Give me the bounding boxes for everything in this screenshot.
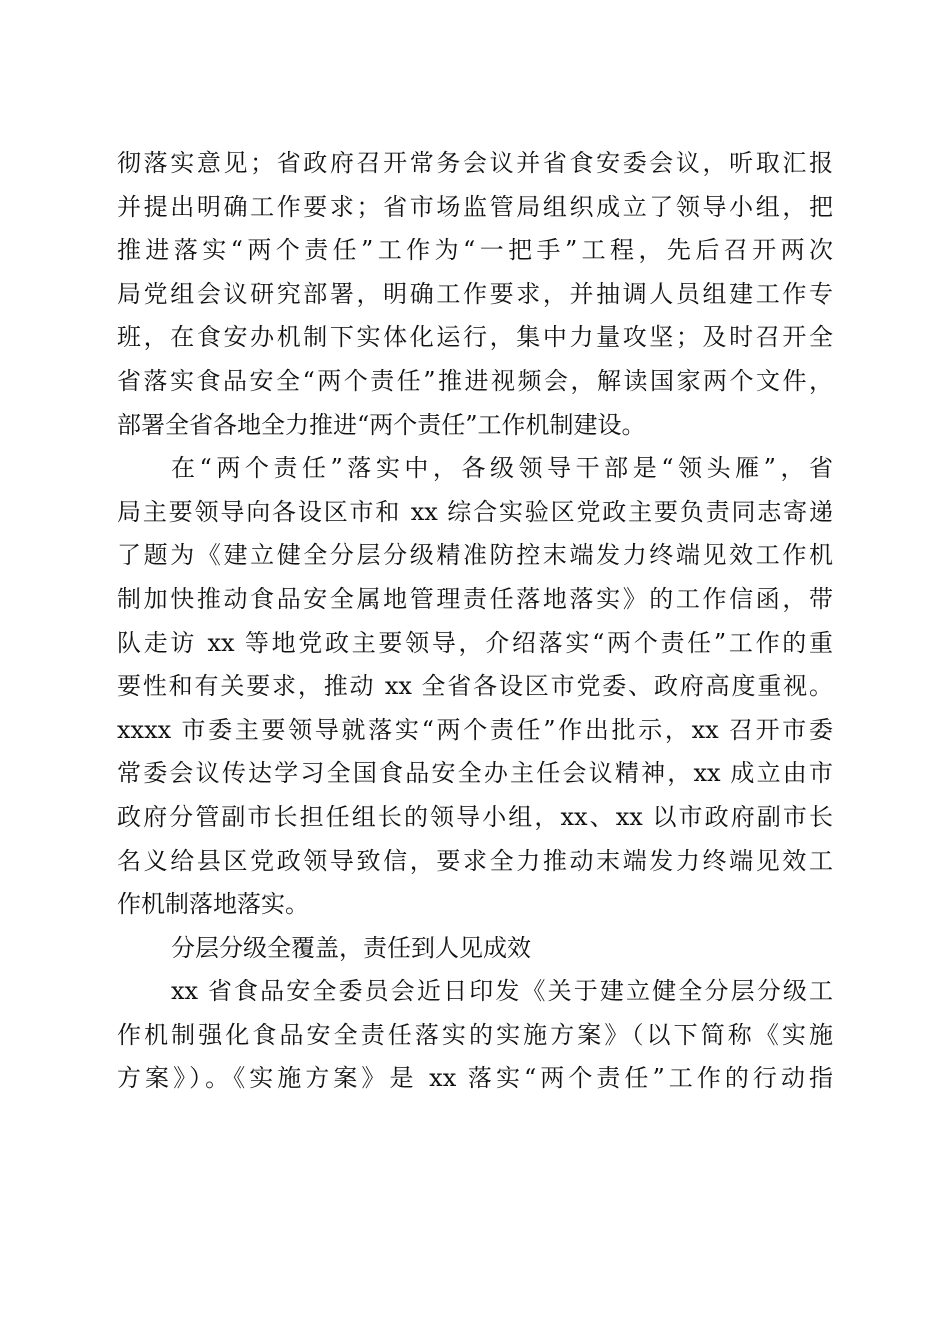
paragraph-start-line: xx 省食品安全委员会近日印发《关于建立健全分层分级工 [171, 977, 833, 1006]
body-line: 制加快推动食品安全属地管理责任落地落实》的工作信函，带 [117, 584, 833, 613]
body-line: 名义给县区党政领导致信，要求全力推动末端发力终端见效工 [117, 846, 833, 875]
paragraph-end-line: 部署全省各地全力推进“两个责任”工作机制建设。 [117, 410, 646, 439]
body-line: 了题为《建立健全分层分级精准防控末端发力终端见效工作机 [117, 541, 833, 570]
body-line: 政府分管副市长担任组长的领导小组，xx、xx 以市政府副市长 [117, 802, 833, 831]
body-line: 局党组会议研究部署，明确工作要求，并抽调人员组建工作专 [117, 279, 833, 308]
section-heading: 分层分级全覆盖，责任到人见成效 [171, 933, 531, 962]
body-line: 方案》）。《实施方案》是 xx 落实“两个责任”工作的行动指 [117, 1064, 833, 1093]
body-line: 作机制强化食品安全责任落实的实施方案》（以下简称《实施 [117, 1020, 833, 1049]
body-line: 班，在食安办机制下实体化运行，集中力量攻坚；及时召开全 [117, 323, 833, 352]
paragraph-end-line: 作机制落地落实。 [117, 890, 309, 919]
body-line: xxxx 市委主要领导就落实“两个责任”作出批示，xx 召开市委 [117, 715, 833, 744]
document-body [117, 142, 833, 1101]
body-line: 局主要领导向各设区市和 xx 综合实验区党政主要负责同志寄递 [117, 497, 833, 526]
body-line: 并提出明确工作要求；省市场监管局组织成立了领导小组，把 [117, 192, 833, 221]
body-line: 彻落实意见；省政府召开常务会议并省食安委会议，听取汇报 [117, 149, 833, 177]
body-line: 推进落实“两个责任”工作为“一把手”工程，先后召开两次 [117, 236, 833, 265]
body-line: 队走访 xx 等地党政主要领导，介绍落实“两个责任”工作的重 [117, 628, 833, 657]
paragraph-start-line: 在“两个责任”落实中，各级领导干部是“领头雁”，省 [171, 454, 833, 483]
body-line: 常委会议传达学习全国食品安全办主任会议精神，xx 成立由市 [117, 759, 833, 788]
body-line: 要性和有关要求，推动 xx 全省各设区市党委、政府高度重视。 [117, 672, 833, 701]
body-line: 省落实食品安全“两个责任”推进视频会，解读国家两个文件， [117, 366, 833, 395]
